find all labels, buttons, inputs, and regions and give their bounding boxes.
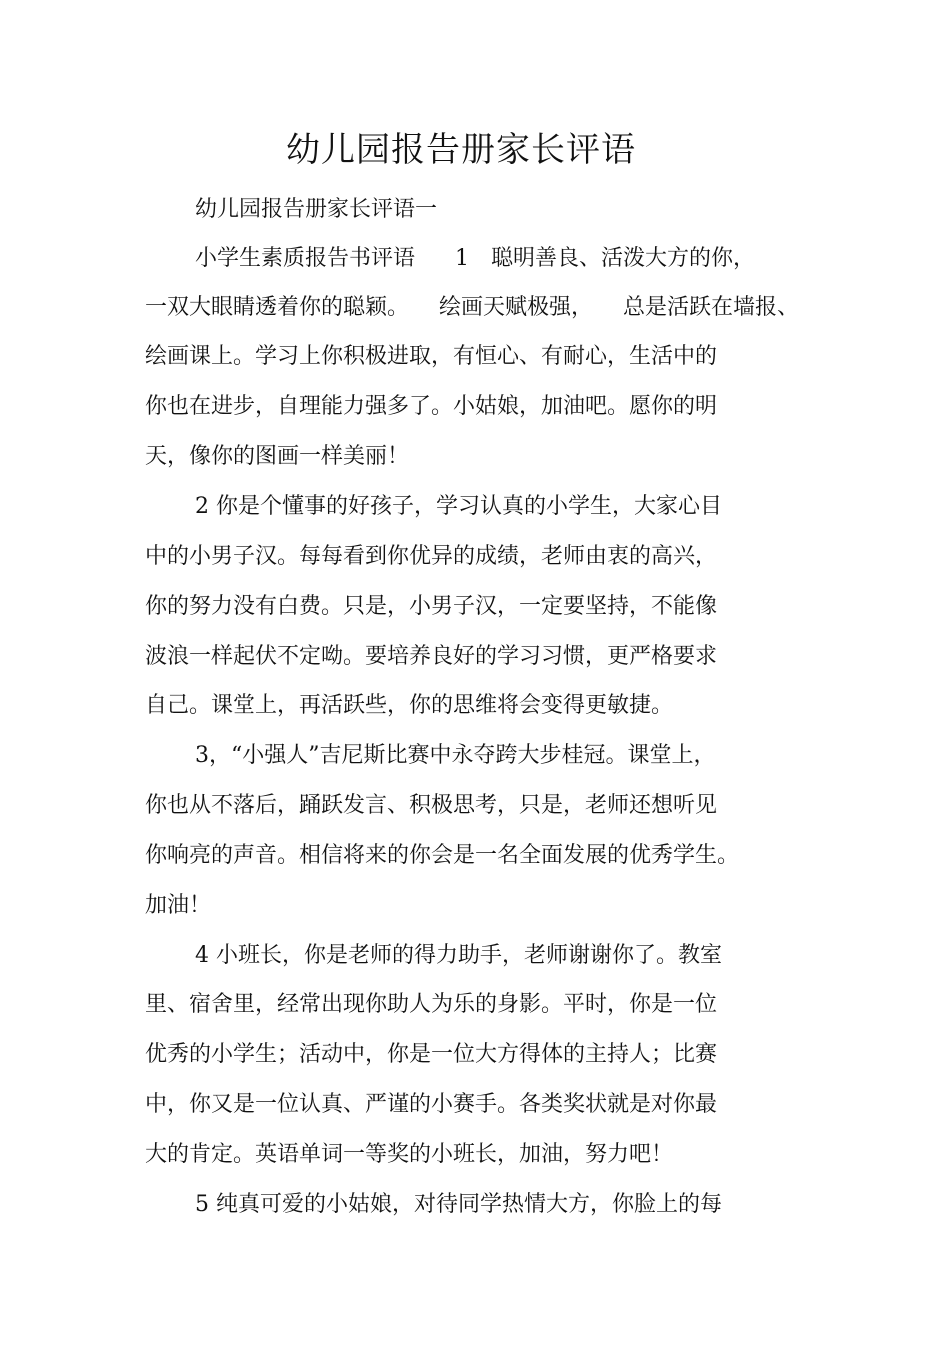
paragraph-line: 你也在进步，自理能力强多了。小姑娘，加油吧。愿你的明 [145,394,718,419]
paragraph-line: 中，你又是一位认真、严谨的小赛手。各类奖状就是对你最 [145,1092,718,1117]
paragraph-line [195,245,755,273]
comment-text: 绘画天赋极强， [439,295,594,320]
paragraph-line: 加油！ [145,893,212,918]
report-heading: 小学生素质报告书评语 [195,246,416,271]
paragraph-line: 你的努力没有白费。只是，小男子汉，一定要坚持，不能像 [145,594,718,619]
paragraph-line: 优秀的小学生；活动中，你是一位大方得体的主持人；比赛 [145,1042,718,1067]
comment-text: 总是活跃在墙报、 [623,295,800,320]
comment-text: 1 聪明善良、活泼大方的你， [455,246,756,271]
paragraph-line: 绘画课上。学习上你积极进取，有恒心、有耐心，生活中的 [145,344,718,369]
paragraph-line: 自己。课堂上，再活跃些，你的思维将会变得更敏捷。 [145,693,674,718]
paragraph-line: 天，像你的图画一样美丽！ [145,444,410,469]
document-title: 幼儿园报告册家长评语 [286,130,636,170]
comment-text: 一双大眼睛透着你的聪颖。 [145,295,410,320]
paragraph-line: 你响亮的声音。相信将来的你会是一名全面发展的优秀学生。 [145,843,740,868]
paragraph-line: 5 纯真可爱的小姑娘，对待同学热情大方，你脸上的每 [195,1192,722,1217]
paragraph-line [145,294,799,322]
paragraph-line: 2 你是个懂事的好孩子，学习认真的小学生，大家心目 [195,494,722,519]
paragraph-line: 4 小班长，你是老师的得力助手，老师谢谢你了。教室 [195,943,722,968]
section-heading: 幼儿园报告册家长评语一 [195,197,438,222]
paragraph-line: 你也从不落后，踊跃发言、积极思考，只是，老师还想听见 [145,793,718,818]
paragraph-line: 波浪一样起伏不定呦。要培养良好的学习习惯，更严格要求 [145,644,718,669]
paragraph-line: 里、宿舍里，经常出现你助人为乐的身影。平时，你是一位 [145,992,718,1017]
paragraph-line: 中的小男子汉。每每看到你优异的成绩，老师由衷的高兴， [145,544,718,569]
paragraph-line: 3，“小强人”吉尼斯比赛中永夺跨大步桂冠。课堂上， [195,743,716,768]
paragraph-line: 大的肯定。英语单词一等奖的小班长，加油，努力吧！ [145,1142,674,1167]
